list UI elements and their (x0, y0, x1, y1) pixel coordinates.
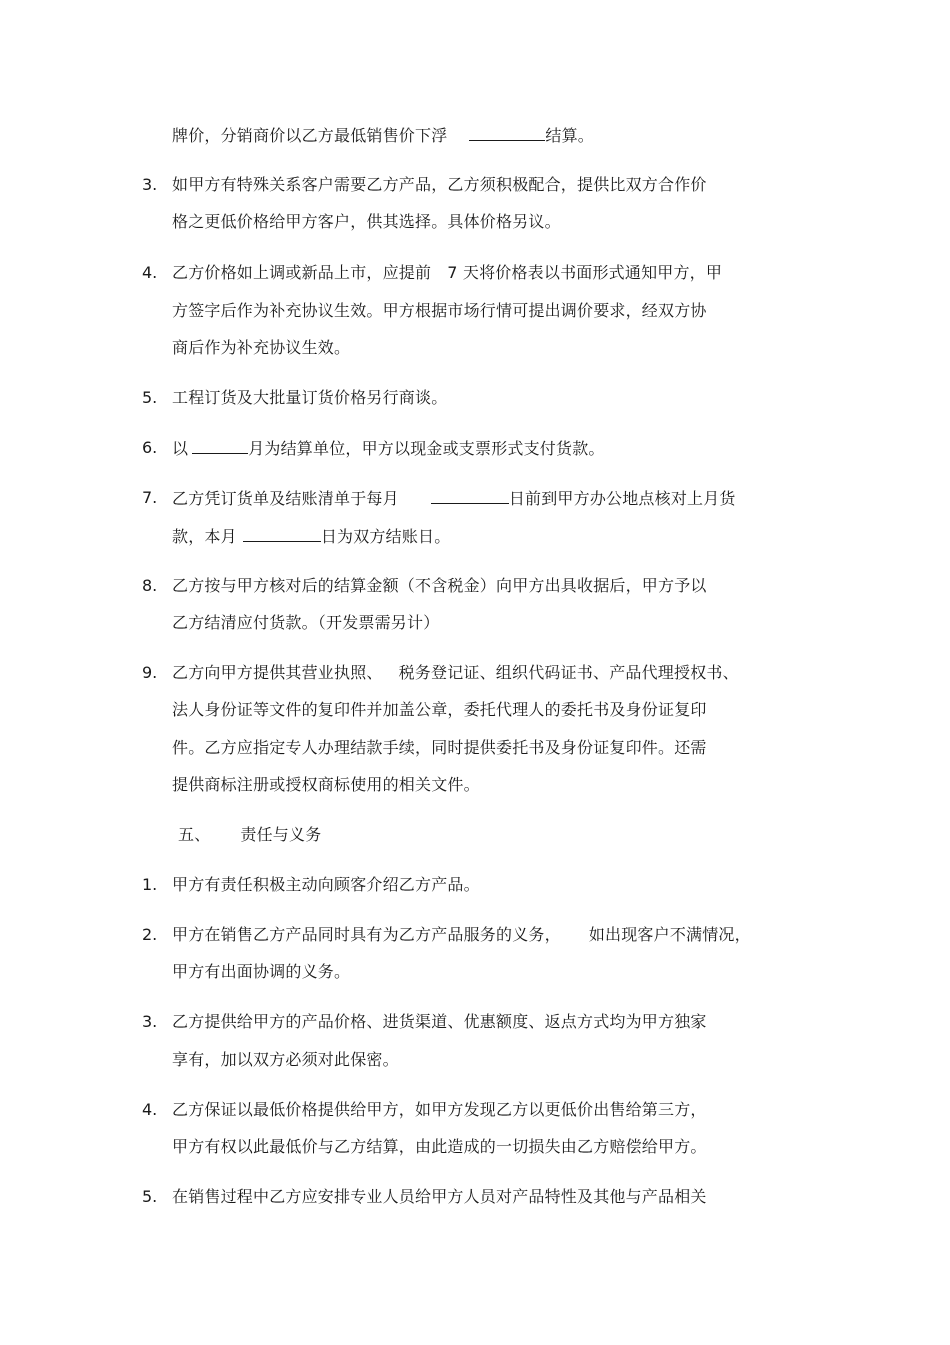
item-number: 6. (142, 438, 158, 457)
item-text-line: 提供商标注册或授权商标使用的相关文件。 (172, 775, 480, 794)
item-text-line: 甲方有出面协调的义务。 (172, 962, 351, 981)
item-text-segment: 税务登记证、组织代码证书、产品代理授权书、 (398, 663, 739, 682)
section-number: 五、 (178, 825, 211, 844)
item-number: 9. (142, 663, 158, 682)
item-text-line (172, 262, 722, 284)
item-text-line (172, 437, 605, 460)
item-text-line: 乙方按与甲方核对后的结算金额（不含税金）向甲方出具收据后，甲方予以 (172, 576, 707, 595)
item-number: 5. (142, 1187, 158, 1206)
item-text-segment: 7 天将价格表以书面形式通知甲方，甲 (447, 263, 723, 282)
item-number: 4. (142, 263, 158, 282)
item-text-segment: 乙方凭订货单及结账清单于每月 (172, 489, 399, 508)
item-text-line: 甲方有责任积极主动向顾客介绍乙方产品。 (172, 875, 480, 894)
item-number: 3. (142, 175, 158, 194)
item-number: 3. (142, 1012, 158, 1031)
item-number: 2. (142, 925, 158, 944)
item-text-line: 工程订货及大批量订货价格另行商谈。 (172, 388, 448, 407)
item-text-segment: 如出现客户不满情况， (588, 925, 751, 944)
item-text-segment: 以 (172, 439, 189, 458)
item-text-line (172, 487, 736, 510)
item-text-segment: 乙方价格如上调或新品上市，应提前 (172, 263, 432, 282)
monthly-date-blank (431, 487, 509, 504)
item-text-line: 甲方有权以此最低价与乙方结算，由此造成的一切损失由乙方赔偿给甲方。 (172, 1137, 707, 1156)
item-text-line: 商后作为补充协议生效。 (172, 338, 351, 357)
item-text-line: 法人身份证等文件的复印件并加盖公章，委托代理人的委托书及身份证复印 (172, 700, 707, 719)
section-title: 责任与义务 (240, 825, 322, 844)
item-number: 4. (142, 1100, 158, 1119)
item-number: 5. (142, 388, 158, 407)
continuation-blank (469, 124, 545, 141)
item-number: 8. (142, 576, 158, 595)
item-number: 1. (142, 875, 158, 894)
item-text-segment: 甲方在销售乙方产品同时具有为乙方产品服务的义务， (172, 925, 561, 944)
continuation-text: 牌价，分销商价以乙方最低销售价下浮 (172, 126, 448, 145)
item-text-line: 乙方提供给甲方的产品价格、进货渠道、优惠额度、返点方式均为甲方独家 (172, 1012, 707, 1031)
item-text-segment: 日前到甲方办公地点核对上月货 (508, 489, 736, 508)
item-text-line: 件。乙方应指定专人办理结款手续，同时提供委托书及身份证复印件。还需 (172, 738, 707, 757)
continuation-text-end: 结算。 (545, 126, 595, 145)
item-text-line: 在销售过程中乙方应安排专业人员给甲方人员对产品特性及其他与产品相关 (172, 1187, 707, 1206)
item-text-segment: 日为双方结账日。 (320, 527, 451, 546)
item-text-line: 格之更低价格给甲方客户，供其选择。具体价格另议。 (172, 212, 561, 231)
item-text-segment: 款，本月 (172, 527, 237, 546)
item-text-line: 乙方结清应付货款。（开发票需另计） (172, 613, 440, 632)
item-number: 7. (142, 488, 158, 507)
continuation-paragraph (172, 124, 594, 147)
item-text-line (172, 525, 450, 548)
settlement-unit-blank (192, 437, 248, 454)
item-text-line: 乙方保证以最低价格提供给甲方，如甲方发现乙方以更低价出售给第三方， (172, 1100, 707, 1119)
item-text-segment: 月为结算单位，甲方以现金或支票形式支付货款。 (248, 439, 605, 458)
item-text-line: 享有，加以双方必须对此保密。 (172, 1050, 399, 1069)
settlement-date-blank (243, 525, 321, 542)
item-text-line: 方签字后作为补充协议生效。甲方根据市场行情可提出调价要求，经双方协 (172, 301, 707, 320)
item-text-segment: 乙方向甲方提供其营业执照、 (172, 663, 383, 682)
section-heading (178, 824, 321, 846)
item-text-line (172, 662, 739, 684)
item-text-line (172, 924, 751, 946)
item-text-line: 如甲方有特殊关系客户需要乙方产品，乙方须积极配合，提供比双方合作价 (172, 175, 707, 194)
